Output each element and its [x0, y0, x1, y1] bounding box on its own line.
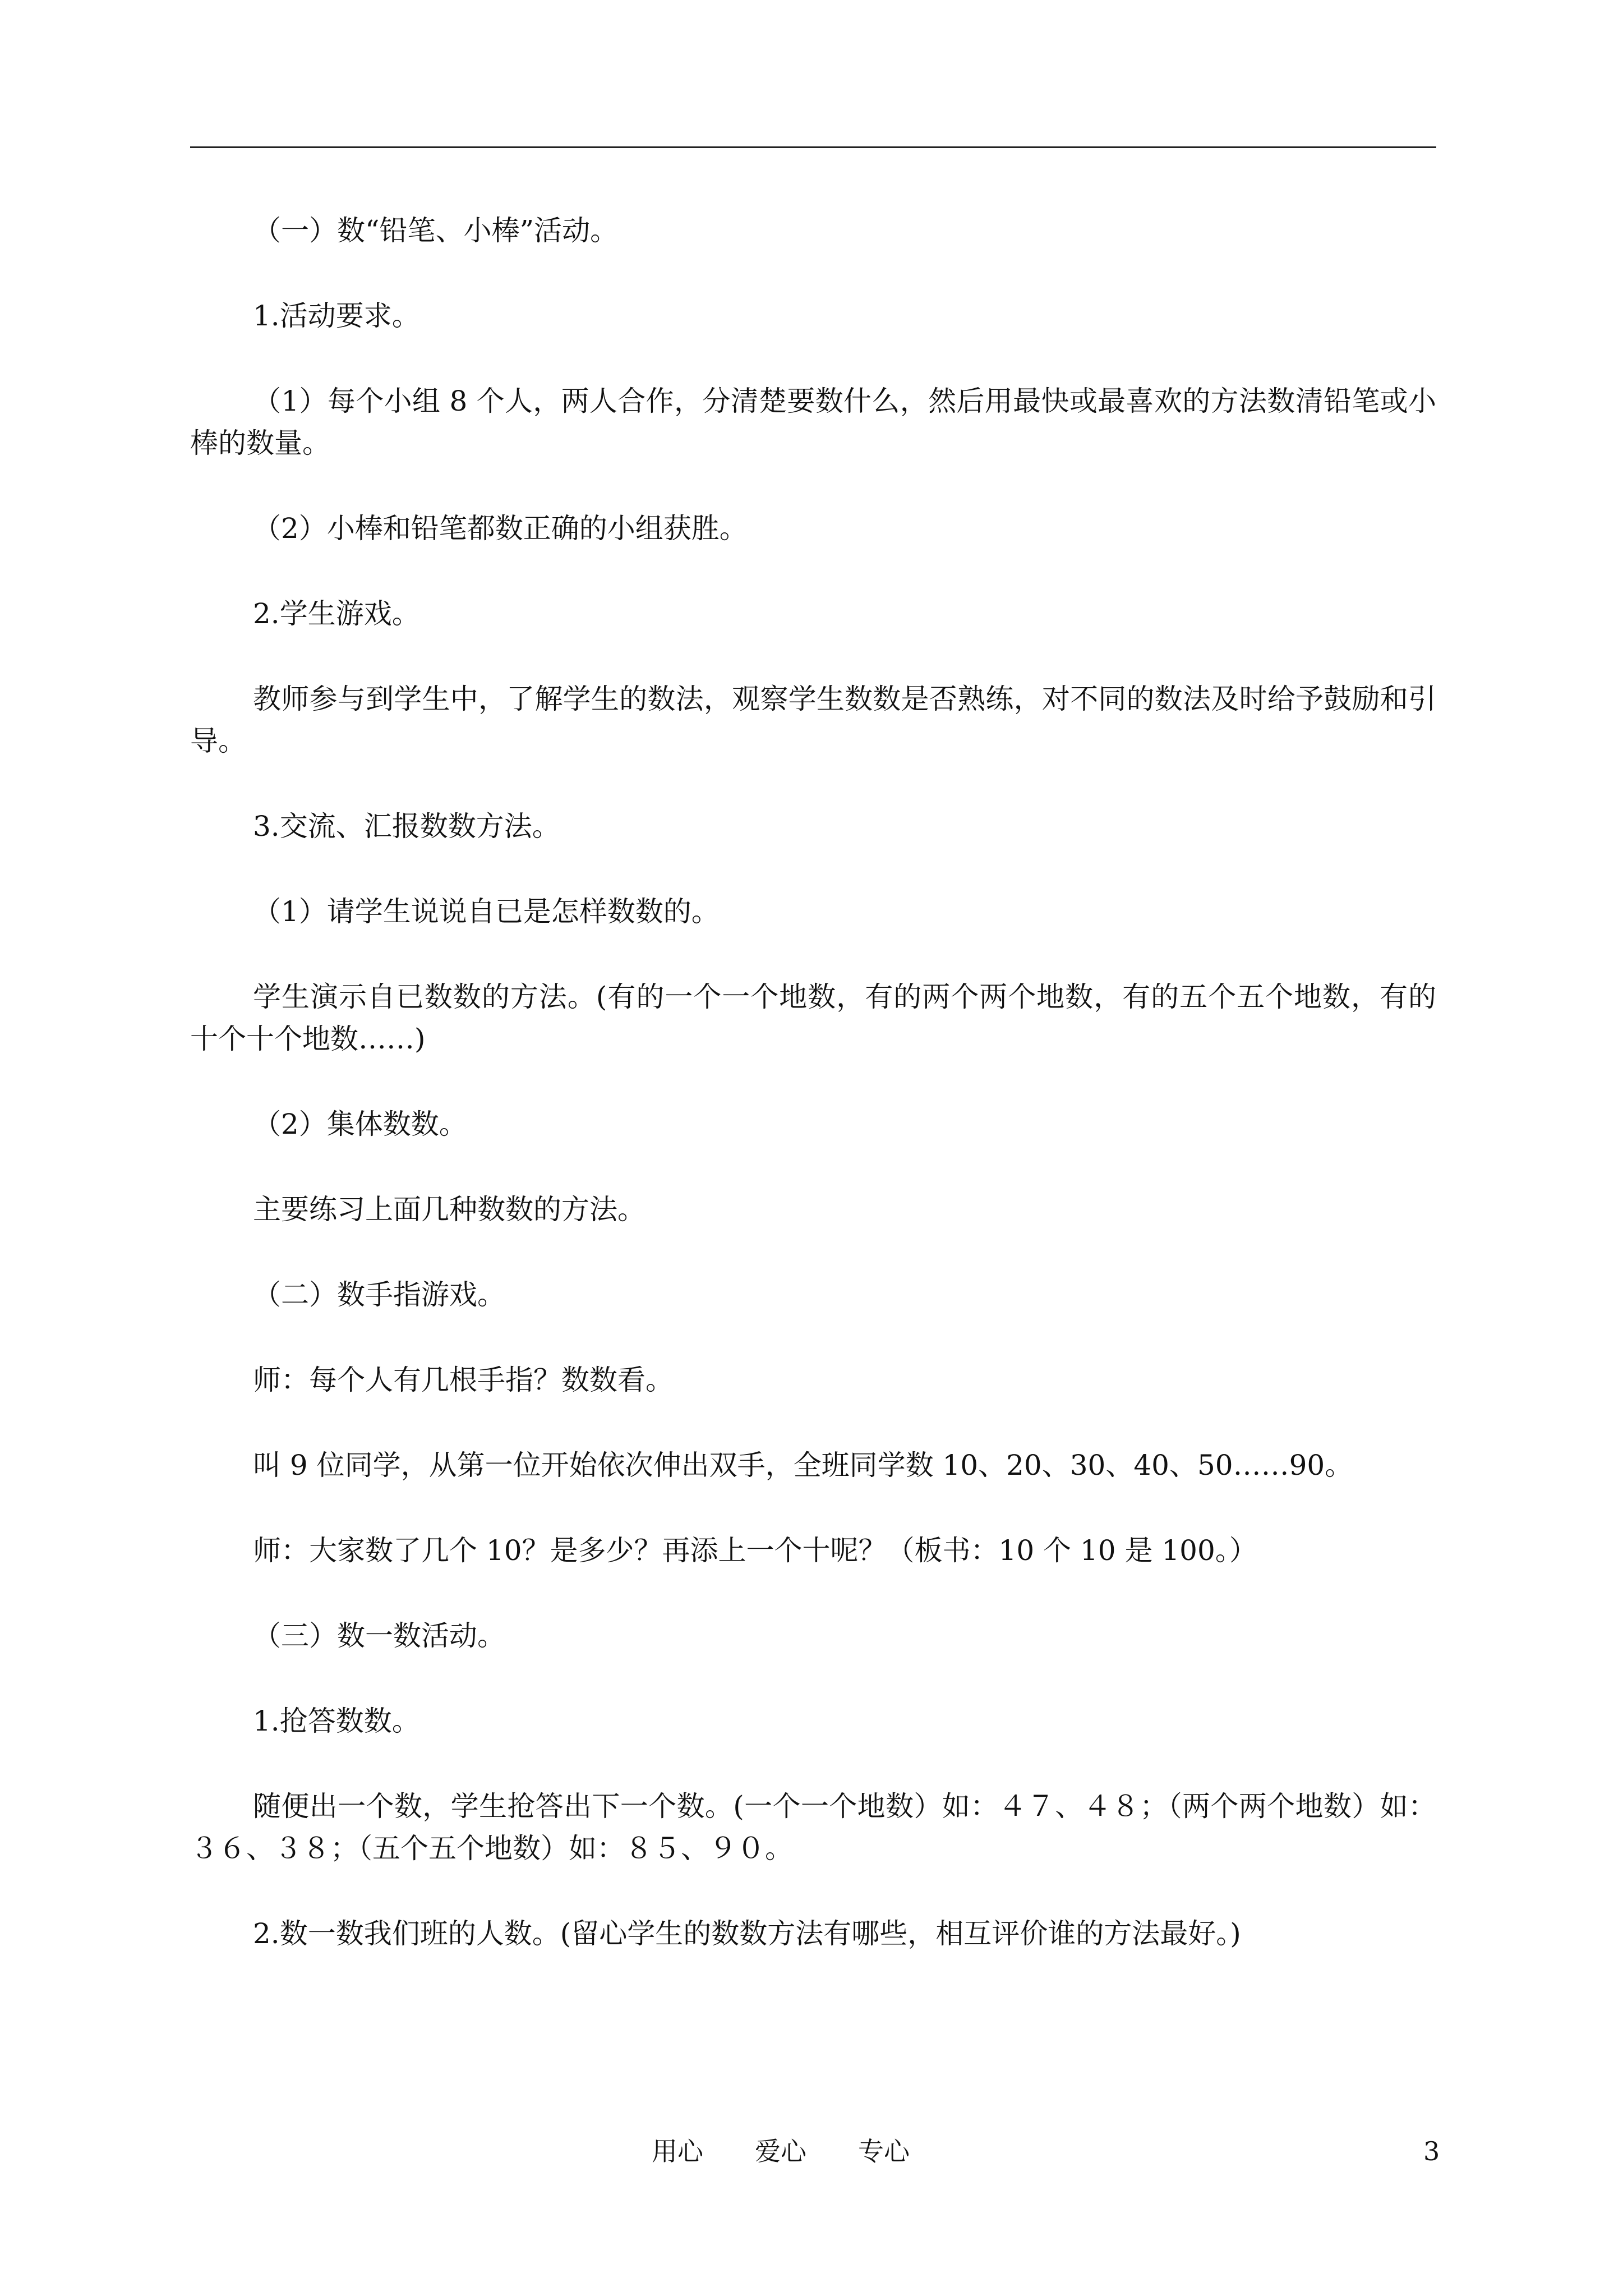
paragraph: 3.交流、汇报数数方法。: [253, 810, 560, 843]
paragraph: 1.抢答数数。: [253, 1705, 420, 1737]
footer-motto: 用心 爱心 专心: [652, 2136, 910, 2166]
paragraph: 主要练习上面几种数数的方法。: [253, 1193, 645, 1226]
page-number: 3: [1423, 2136, 1440, 2166]
paragraph: 师：大家数了几个 10？是多少？再添上一个十呢？（板书：10 个 10 是 100。）: [253, 1534, 1257, 1567]
page-footer: [0, 2129, 1623, 2174]
paragraph: （1）每个小组 8 个人，两人合作，分清楚要数什么，然后用最快或最喜欢的方法数清铅笔或小棒的数量。: [190, 385, 1436, 459]
paragraph: 教师参与到学生中，了解学生的数法，观察学生数数是否熟练，对不同的数法及时给予鼓励和引导。: [190, 683, 1436, 757]
paragraph: 2.数一数我们班的人数。(留心学生的数数方法有哪些，相互评价谁的方法最好。): [253, 1917, 1241, 1950]
section-heading-3: （三）数一数活动。: [253, 1619, 505, 1652]
paragraph: （2）集体数数。: [253, 1108, 467, 1140]
paragraph: （2）小棒和铅笔都数正确的小组获胜。: [253, 512, 748, 545]
paragraph: 师：每个人有几根手指？数数看。: [253, 1364, 674, 1396]
section-heading-2: （二）数手指游戏。: [253, 1278, 505, 1311]
section-heading-1: （一）数“铅笔、小棒”活动。: [253, 214, 619, 247]
paragraph: 随便出一个数，学生抢答出下一个数。(一个一个地数）如：４７、４８；（两个两个地数）如：３６、３８；（五个五个地数）如：８５、９０。: [190, 1790, 1436, 1865]
paragraph: 学生演示自已数数的方法。(有的一个一个地数，有的两个两个地数，有的五个五个地数，有的十个十个地数……): [190, 981, 1436, 1055]
paragraph: 2.学生游戏。: [253, 597, 420, 630]
paragraph: （1）请学生说说自已是怎样数数的。: [253, 895, 720, 928]
document-body: [190, 210, 1436, 1998]
paragraph: 1.活动要求。: [253, 300, 420, 332]
paragraph: 叫 9 位同学，从第一位开始依次伸出双手，全班同学数 10、20、30、40、50……90。: [253, 1449, 1353, 1481]
header-rule: [190, 146, 1436, 148]
